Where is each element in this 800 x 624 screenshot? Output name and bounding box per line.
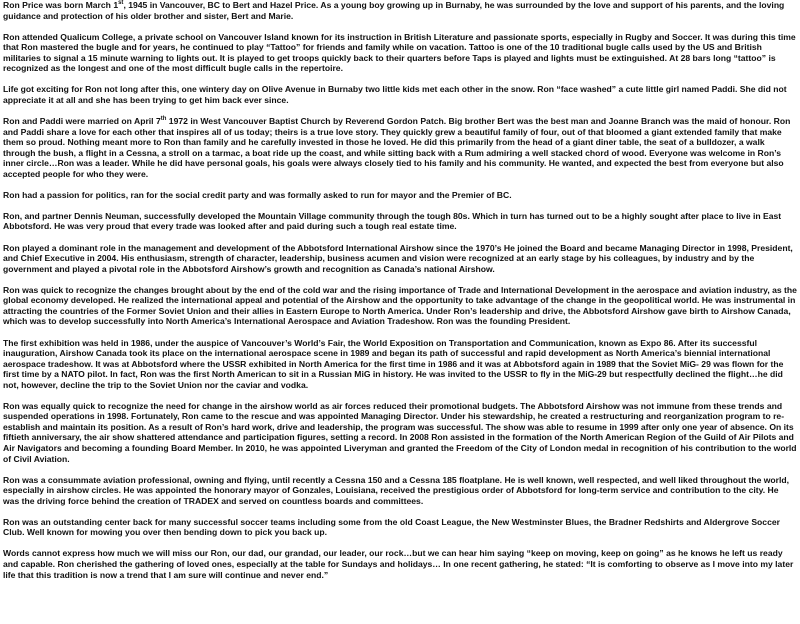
paragraph-marriage: Ron and Paddi were married on April 7th 1972 in West Vancouver Baptist Church by Reverend Gordon Patch. Big brother Bert was the best man and Joanne Branch was the maid of honour. Ron and Paddi share a love for each other that inspires all of us today; theirs is a true love story. They quickly grew a beautiful family of four, out of that bloomed a giant extended family that make them so proud. Nothing meant more to Ron than family and he carefully invested in those he loved. He did this primarily from the head of a giant diner table, the seat of a bulldozer, a walk through the bush, a flight in a Cessna, a stroll on a tarmac, a boat ride up the coast, and while sitting back with a Rum admiring a well stacked chord of wood. Everyone was welcome in Ron’s inner circle…Ron was a leader. While he did have personal goals, his goals were always closely tied to his family and his community. He wanted, and expected the best from everyone but also accepted people for who they were. [3,116,791,179]
paragraph-meeting-paddi: Life got exciting for Ron not long after this, one wintery day on Olive Avenue in Burnaby two little kids met each other in the snow. Ron “face washed” a cute little girl named Paddi. She did not appreciate it at all and she has been trying to get him back ever since. [3,84,787,105]
paragraph-closing: Words cannot express how much we will miss our Ron, our dad, our grandad, our leader, our rock…but we can hear him saying “keep on moving, keep on going” as he knows he left us ready and capable. Ron cherished the gathering of loved ones, especially at the table for Sundays and holidays… In one recent gathering, he stated: “It is comforting to observe as I move into my later life that this tradition is now a trend that I am sure will continue and never end.” [3,548,794,580]
paragraph-expo-86: The first exhibition was held in 1986, under the auspice of Vancouver’s World’s Fair, the World Exposition on Transportation and Communication, known as Expo 86. After its successful inauguration, Airshow Canada took its place on the international aerospace scene in 1989 and began its path of successful and rapid development as North America’s biennial international aerospace tradeshow. It was at Abbotsford where the USSR exhibited in North America for the first time in 1986 and it was at Abbotsford again in 1989 that the Soviet MiG- 29 was flown for the first time by a NATO pilot. In fact, Ron was the first North American to sit in a Russian MiG in history. He was invited to the USSR to fly in the MiG-29 but respectfully declined the flight…he did not, however, decline the trip to the Soviet Union nor the caviar and vodka. [3,337,784,390]
paragraph-aviation-professional: Ron was a consummate aviation professional, owning and flying, until recently a Cessna 150 and a Cessna 185 floatplane. He is well known, well respected, and well liked throughout the world, especially in airshow circles. He was appointed the honorary mayor of Gonzales, Louisiana, received the prestigious order of Abbotsford for long-term service and contribution to the city. He was the driving force behind the creation of TRADEX and served on countless boards and committees. [3,474,790,506]
paragraph-soccer: Ron was an outstanding center back for many successful soccer teams including some from the old Coast League, the New Westminster Blues, the Bradner Redshirts and Aldergrove Soccer Club. Well known for mowing you over then bending down to pick you back up. [3,516,780,538]
obituary-document [3,0,797,624]
paragraph-birth [3,0,797,21]
paragraph-airshow-change: Ron was equally quick to recognize the need for change in the airshow world as air forces reduced their promotional budgets. The Abbotsford Airshow was not immune from these trends and suspended operations in 1998. Fortunately, Ron came to the rescue and was appointed Managing Director. Under his stewardship, he created a restructuring and reorganization program to re-establish and maintain its position. As a result of Ron’s hard work, drive and leadership, the program was successful. The show was able to resume in 1999 after only one year of absence. On its fiftieth anniversary, the air show shattered attendance and participation figures, setting a record. In 2008 Ron assisted in the formation of the North American Region of the Guild of Air Pilots and Air Navigators and becoming a founding Board Member. In 2010, he was appointed Liveryman and granted the Freedom of the City of London medal in recognition of his contribution to the world of Civil Aviation. [3,400,797,464]
ordinal-suffix: th [160,116,167,123]
paragraph-politics: Ron had a passion for politics, ran for the social credit party and was formally asked to run for mayor and the Premier of BC. [3,189,512,200]
paragraph-cold-war: Ron was quick to recognize the changes brought about by the end of the cold war and the rising importance of Trade and International Development in the aerospace and aviation industry, as the global economy developed. He realized the international appeal and potential of the Airshow and the opportunity to take advantage of the change in the geopolitical world. He was instrumental in attracting the countries of the Former Soviet Union and their allies in Eastern Europe to North America. Under Ron’s leadership and drive, the Abbotsford Airshow gave birth to Airshow Canada, which was to develop successfully into North America’s International Aerospace and Aviation Tradeshow. Ron was the founding President. [3,284,797,327]
paragraph-qualicum-college: Ron attended Qualicum College, a private school on Vancouver Island known for its instruction in British Literature and passionate sports, especially in Rugby and Soccer. It was during this time that Ron mastered the bugle and for years, he continued to play “Tattoo” for friends and family while on vacation. Tattoo is one of the 10 traditional bugle calls used by the US and British militaries to signal a 15 minute warning to lights out. It is played to get troops quickly back to their quarters before Taps is played and lights must be extinguished. At 28 bars long “tattoo” is recognized as the longest and one of the most difficult bugle calls in the repertoire. [3,31,796,74]
birth-text-before: Ron Price was born March 1st, 1945 in Vancouver, BC to Bert and Hazel Price. As a young boy growing up in Burnaby, he was surrounded by the love and support of his parents, and the loving guidance and protection of his older brother and sister, Bert and Marie. [3,0,785,21]
paragraph-mountain-village: Ron, and partner Dennis Neuman, successfully developed the Mountain Village community through the tough 80s. Which in turn has turned out to be a highly sought after place to live in East Abbotsford. He was very proud that every trade was looked after and paid during such a tough real estate time. [3,210,782,232]
ordinal-suffix: st [118,0,124,7]
paragraph-airshow-role: Ron played a dominant role in the management and development of the Abbotsford International Airshow since the 1970’s He joined the Board and became Managing Director in 1998, President, and Chief Executive in 2004. His enthusiasm, strength of character, leadership, business acumen and vision were recognized at an early stage by his colleagues, by industry and by the government and played a pivotal role in the Abbotsford Airshow’s growth and recognition as Canada’s national Airshow. [3,242,793,274]
